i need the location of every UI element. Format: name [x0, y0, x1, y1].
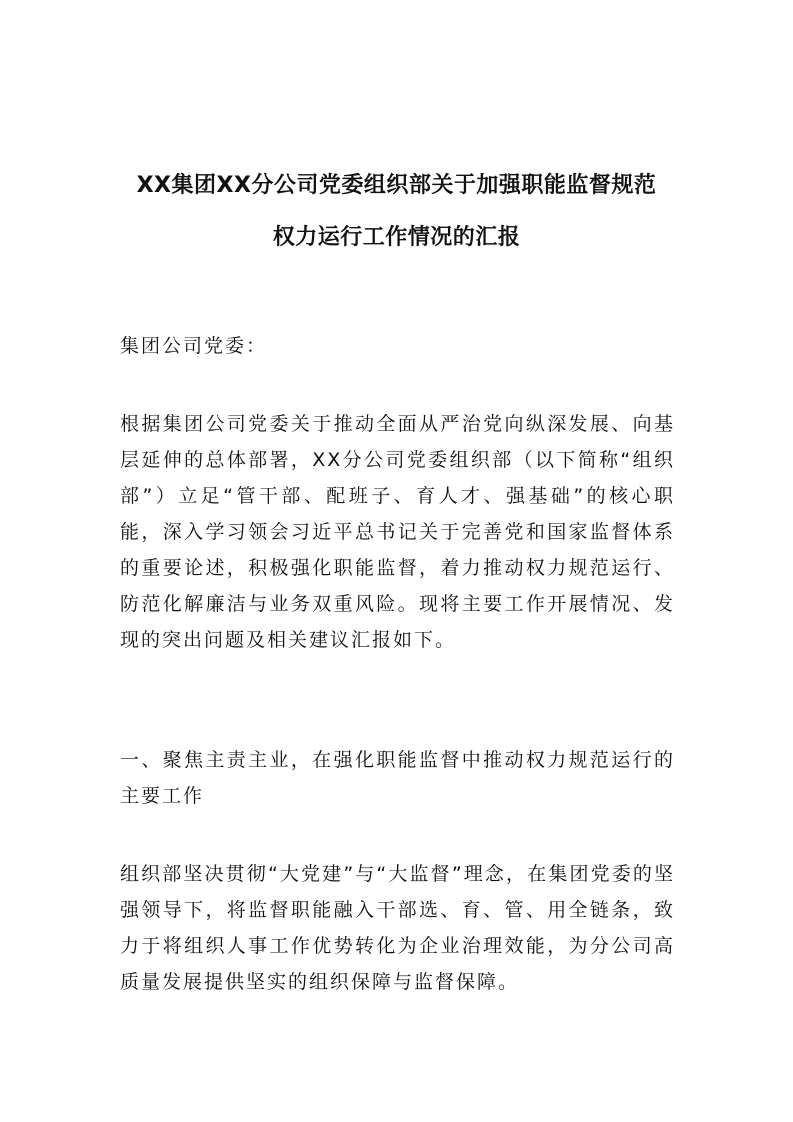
section-1-paragraph: 组织部坚决贯彻“大党建”与“大监督”理念，在集团党委的坚强领导下，将监督职能融入干部选、育、管、用全链条，致力于将组织人事工作优势转化为企业治理效能，为分公司高质量发展提供坚实的组织保障与监督保障。 [120, 863, 675, 993]
document-title-line-2: 权力运行工作情况的汇报 [272, 225, 521, 250]
document-title-line-1: XX集团XX分公司党委组织部关于加强职能监督规范 [136, 173, 657, 198]
section-heading-1: 一、聚焦主责主业，在强化职能监督中推动权力规范运行的主要工作 [120, 749, 675, 807]
intro-paragraph: 根据集团公司党委关于推动全面从严治党向纵深发展、向基层延伸的总体部署，XX分公司党委组织部（以下简称“组织部”）立足“管干部、配班子、育人才、强基础”的核心职能，深入学习领会习近平总书记关于完善党和国家监督体系的重要论述，积极强化职能监督，着力推动权力规范运行、防范化解廉洁与业务双重风险。现将主要工作开展情况、发现的突出问题及相关建议汇报如下。 [120, 413, 675, 651]
salutation: 集团公司党委： [120, 335, 268, 357]
